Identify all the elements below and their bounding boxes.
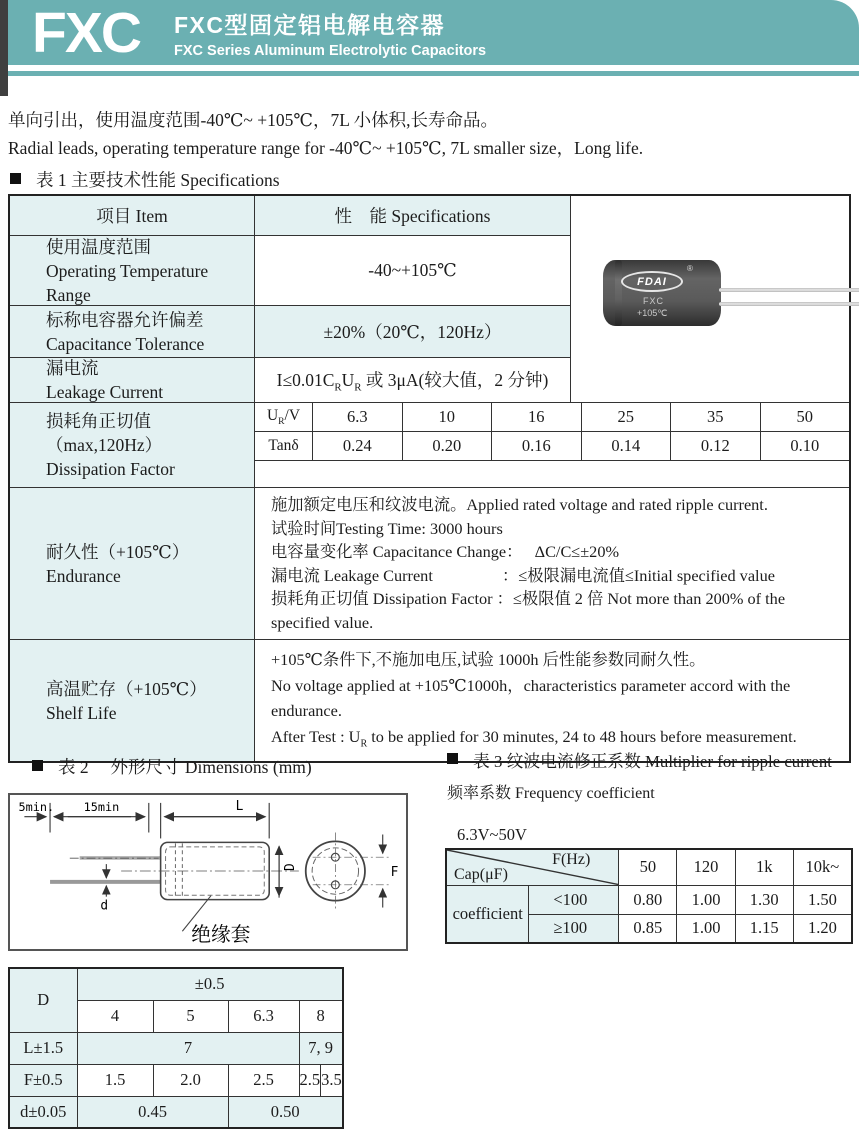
page-title-en: FXC Series Aluminum Electrolytic Capacitors: [174, 42, 487, 59]
shelf-life-conditions: +105℃条件下,不施加电压,试验 1000h 后性能参数同耐久性。 No voltage applied at +105℃1000h，characteristics parameter accord with the endurance. After Test : $U_R$ to be applied for 30 minutes, 24 to 48 hours before measurement.: [271, 650, 797, 749]
tand-cell: 0.16: [492, 432, 582, 460]
value-capacitance-tolerance: ±20%（20℃，120Hz）: [255, 306, 571, 357]
pitch-value: 1.5: [77, 1064, 153, 1096]
voltage-header-row: [255, 403, 849, 432]
dim-row-length: [9, 1032, 343, 1064]
capacitor-series-print: FXC: [643, 296, 664, 306]
label-lead-min: 5min.: [18, 799, 55, 814]
pitch-value: 2.0: [153, 1064, 228, 1096]
label-dissipation-factor: 损耗角正切值（max,120Hz） Dissipation Factor: [10, 403, 255, 487]
freq-header: 10k~: [793, 849, 852, 885]
cap-label: Cap(μF): [454, 865, 508, 883]
row-dissipation-factor: [10, 403, 849, 488]
voltage-cell: 6.3: [313, 403, 403, 431]
diameter-value: 5: [153, 1000, 228, 1032]
capacitor-crimp: [615, 260, 622, 326]
capacitor-dimension-drawing: [10, 795, 406, 949]
dissipation-subtable: [255, 403, 849, 487]
col-header-item: 项目 Item: [10, 196, 255, 235]
header-rule: [8, 71, 859, 76]
tand-header: Tanδ: [255, 432, 313, 460]
cap-range: <100: [529, 885, 619, 914]
row-endurance: [10, 488, 849, 640]
label-body-length: L: [235, 798, 244, 814]
header-bar: [8, 0, 859, 65]
section-heading-table3: 表 3 纹波电流修正系数 Multiplier for ripple current: [445, 748, 853, 772]
square-bullet-icon: [10, 173, 21, 184]
pitch-value: 2.5: [228, 1064, 299, 1096]
coeff-value: 1.30: [735, 885, 793, 914]
fhz-label: F(Hz): [552, 851, 591, 868]
d-tolerance: ±0.5: [77, 968, 343, 1000]
coeff-value: 1.00: [677, 885, 735, 914]
specifications-table: [8, 194, 851, 763]
voltage-cell: 10: [403, 403, 493, 431]
l-header: L±1.5: [9, 1032, 77, 1064]
frequency-coefficient-label: 频率系数 Frequency coefficient: [447, 785, 655, 802]
length-value: 7, 9: [299, 1032, 343, 1064]
label-leakage-current: 漏电流 Leakage Current: [10, 358, 255, 402]
row-operating-temperature: [10, 236, 571, 306]
tand-row: [255, 432, 849, 461]
voltage-cell: 50: [796, 407, 813, 426]
diameter-value: 6.3: [228, 1000, 299, 1032]
dim-row-lead-diameter: [9, 1096, 343, 1128]
capacitor-brand-badge: FDAI: [621, 271, 683, 292]
table1-header-row: [10, 196, 571, 236]
diameter-value: 4: [77, 1000, 153, 1032]
empty-strip: [255, 461, 849, 473]
lead-dia-value: 0.50: [228, 1096, 343, 1128]
diameter-value: 8: [299, 1000, 343, 1032]
header-titles: [174, 7, 486, 59]
dim-row-pitch: [9, 1064, 343, 1096]
lead-dia-value: 0.45: [77, 1096, 228, 1128]
coefficient-label: coefficient: [446, 885, 529, 943]
page-edge-strip: [0, 0, 8, 96]
label-diameter: D: [282, 863, 298, 872]
page-title-zh: FXC型固定铝电解电容器: [174, 11, 445, 38]
coeff-value: 0.85: [619, 914, 677, 943]
square-bullet-icon: [32, 760, 43, 771]
capacitor-lead-top: [719, 288, 859, 292]
tand-cell: 0.14: [582, 432, 672, 460]
row-leakage-current: [10, 358, 571, 402]
tand-cell: 0.20: [403, 432, 493, 460]
freq-header: 120: [677, 849, 735, 885]
capacitor-photo: [603, 260, 721, 326]
endurance-conditions: 施加额定电压和纹波电流。Applied rated voltage and rated ripple current. 试验时间Testing Time: 3000 hours 电容量变化率 Capacitance Change： ΔC/C≤±20% 漏电流 Leakage Current ：≤极限漏电流值≤Initial specified value 损耗角正切值 Dissipation Factor ：≤极限值 2 倍 Not more than 200% of the specified value.: [271, 495, 786, 632]
tand-cell: 0.24: [313, 432, 403, 460]
pitch-value: 2.5: [299, 1064, 321, 1096]
length-value: 7: [77, 1032, 299, 1064]
diagonal-header-cell: [446, 849, 619, 885]
coeff-value: 1.50: [793, 885, 852, 914]
voltage-cell: 16: [492, 403, 582, 431]
dim-row-tolerance: [9, 968, 343, 1000]
d-header: D: [9, 968, 77, 1032]
voltage-cell: 35: [671, 403, 761, 431]
registered-mark-icon: ®: [687, 264, 693, 273]
square-bullet-icon: [447, 753, 458, 764]
label-endurance: 耐久性（+105℃） Endurance: [10, 488, 255, 639]
intro-line-en: Radial leads, operating temperature range for -40℃~ +105℃, 7L smaller size，Long life.: [8, 138, 644, 158]
table3-row-lt100: [446, 885, 852, 914]
intro-line-zh: 单向引出，使用温度范围-40℃~ +105℃，7L 小体积,长寿命品。: [8, 110, 498, 130]
pitch-value: 3.5: [321, 1064, 343, 1096]
label-operating-temperature: 使用温度范围 Operating Temperature Range: [10, 236, 255, 305]
freq-header: 50: [619, 849, 677, 885]
coeff-value: 1.20: [793, 914, 852, 943]
label-capacitance-tolerance: 标称电容器允许偏差 Capacitance Tolerance: [10, 306, 255, 357]
value-leakage-current: $I\le 0.01C_RU_R$ 或 3μA(较大值，2 分钟): [255, 358, 571, 402]
voltage-range-label: 6.3V~50V: [457, 825, 527, 844]
series-logo: FXC: [32, 0, 140, 65]
section-heading-table1-text: 表 1 主要技术性能 Specifications: [36, 170, 280, 190]
cap-range: ≥100: [529, 914, 619, 943]
ripple-multiplier-table: [445, 848, 853, 944]
freq-header: 1k: [735, 849, 793, 885]
capacitor-photo-cell: [571, 196, 849, 402]
section-2: [8, 730, 853, 951]
f-header: F±0.5: [9, 1064, 77, 1096]
intro-paragraph: [8, 106, 643, 162]
coeff-value: 0.80: [619, 885, 677, 914]
label-lead-diameter: d: [100, 898, 109, 914]
table3-header-row: [446, 849, 852, 885]
value-operating-temperature: -40~+105℃: [255, 236, 571, 305]
col-header-spec: 性 能 Specifications: [255, 196, 571, 235]
voltage-cell: 25: [582, 403, 672, 431]
tand-cell: 0.12: [671, 432, 761, 460]
label-sleeve: 绝缘套: [191, 924, 251, 947]
section-heading-table2: 表 2 外形尺寸 Dimensions (mm): [30, 754, 420, 779]
coeff-value: 1.00: [677, 914, 735, 943]
ur-v-header: $U_R/V$: [255, 403, 313, 431]
dimension-values-table: [8, 967, 344, 1129]
lead-bottom: [50, 880, 161, 884]
coeff-value: 1.15: [735, 914, 793, 943]
row-capacitance-tolerance: [10, 306, 571, 358]
end-view: [306, 833, 390, 910]
tand-cell: 0.10: [790, 436, 820, 455]
label-shelf-life: 高温贮存（+105℃） Shelf Life: [10, 640, 255, 761]
label-lead-length: 15min: [83, 799, 120, 814]
dimensions-diagram: [8, 793, 408, 951]
capacitor-temp-print: +105℃: [637, 308, 668, 318]
section-heading-table1: [8, 167, 280, 192]
label-pitch: F: [390, 864, 399, 880]
dd-header: d±0.05: [9, 1096, 77, 1128]
capacitor-lead-bottom: [719, 302, 859, 306]
